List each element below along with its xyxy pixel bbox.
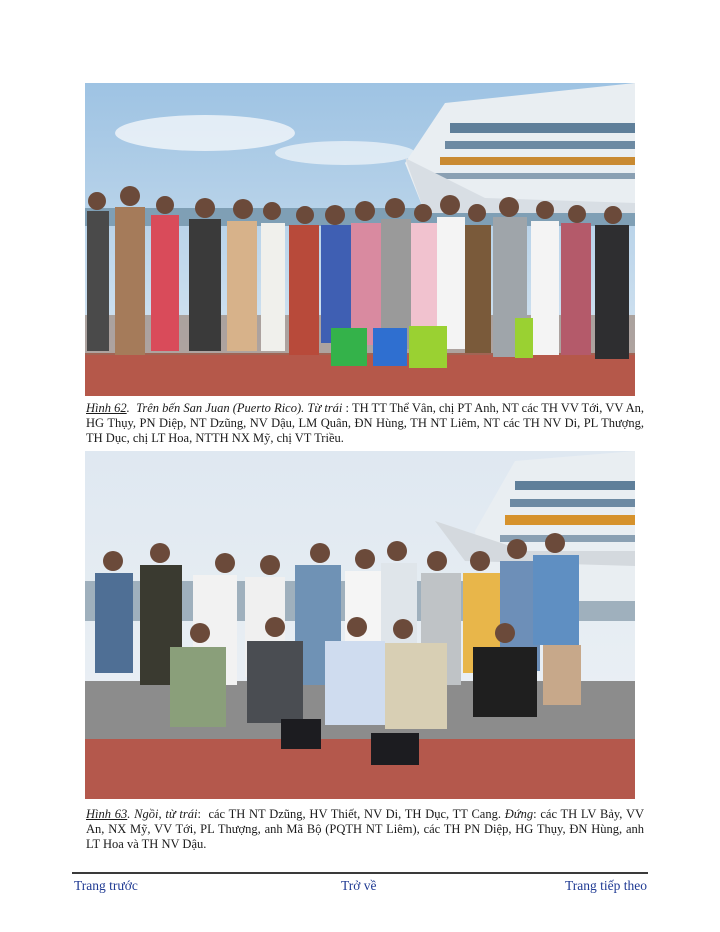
caption-standing-label: Đứng — [504, 807, 534, 821]
group-photo-ship — [85, 451, 635, 799]
photo-fig62 — [85, 83, 635, 396]
caption-seated-label: Ngồi, từ trái — [134, 807, 198, 821]
footer-divider — [72, 872, 648, 874]
figure-label: Hình 63 — [86, 807, 128, 821]
photo-fig63 — [85, 451, 635, 799]
caption-seated-names: các TH NT Dzũng, HV Thiết, NV Di, TH Dục, TT Cang. — [208, 807, 501, 821]
figure-label: Hình 62 — [86, 401, 127, 415]
caption-standing-names: các TH LV Bảy, VV An, NX Mỹ, VV Tới, PL Thượng, anh Mã Bộ (PQTH NT Liêm), các TH PN Diệp, HG Thụy, ĐN Hùng, anh LT Hoa và TH NV Dậu. — [86, 807, 645, 851]
group-photo-pier — [85, 83, 635, 396]
people-group — [87, 186, 629, 368]
caption-fig62: Hình 62. Trên bến San Juan (Puerto Rico). Từ trái : TH TT Thể Vân, chị PT Anh, NT các TH VV Tới, VV An, HG Thụy, PN Diệp, NT Dzũng, NV Dậu, LM Quân, ĐN Hùng, TH NT Liêm, NT các TH NV Di, PL Thượng, TH Dục, chị LT Hoa, NTTH NX Mỹ, chị VT Triều. — [86, 401, 645, 445]
caption-names: TH TT Thể Vân, chị PT Anh, NT các TH VV Tới, VV An, HG Thụy, PN Diệp, NT Dzũng, NV Dậu, LM Quân, ĐN Hùng, TH NT Liêm, NT các TH NV Di, PL Thượng, TH Dục, chị LT Hoa, NTTH NX Mỹ, chị VT Triều. — [86, 401, 645, 445]
caption-location: Trên bến San Juan (Puerto Rico). Từ trái — [136, 401, 343, 415]
back-link[interactable]: Trở về — [341, 878, 377, 893]
caption-fig63: Hình 63. Ngồi, từ trái: các TH NT Dzũng, HV Thiết, NV Di, TH Dục, TT Cang. Đứng: các TH LV Bảy, VV An, NX Mỹ, VV Tới, PL Thượng, anh Mã Bộ (PQTH NT Liêm), các TH PN Diệp, HG Thụy, ĐN Hùng, anh LT Hoa và TH NV Dậu. — [86, 807, 645, 851]
next-page-link[interactable]: Trang tiếp theo — [565, 878, 647, 893]
previous-page-link[interactable]: Trang trước — [74, 878, 138, 893]
